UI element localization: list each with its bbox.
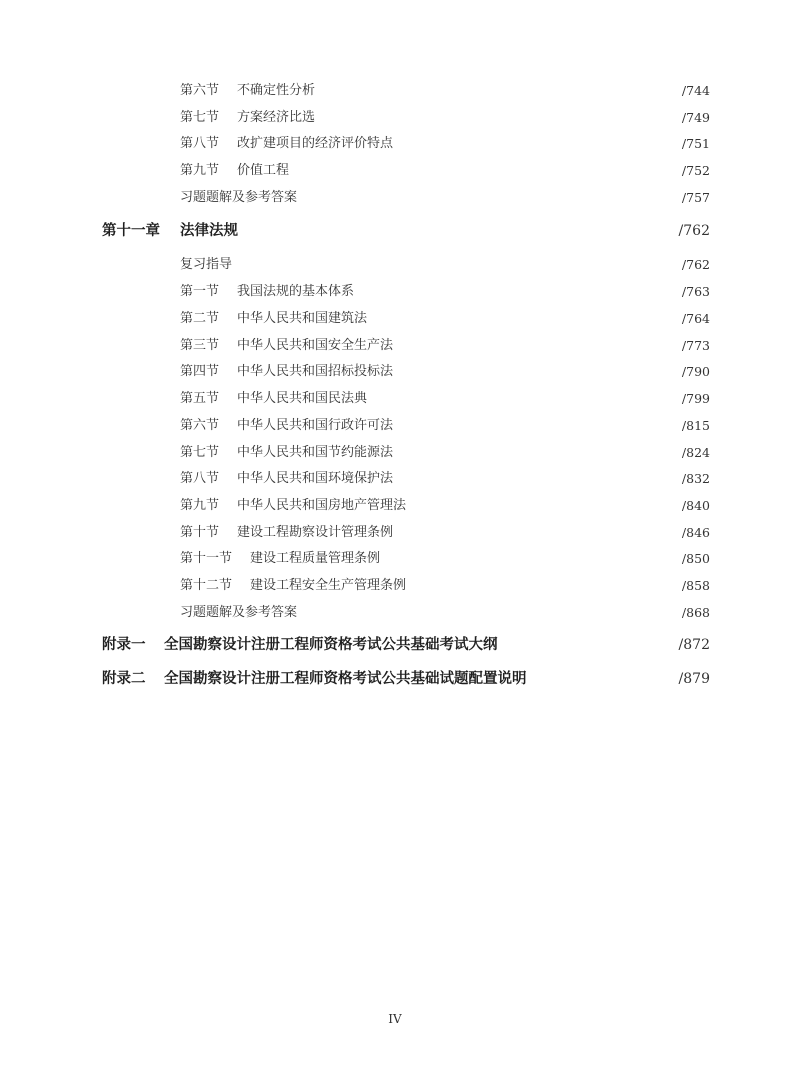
section-title: 建设工程勘察设计管理条例: [237, 525, 394, 540]
page-number: /757: [681, 190, 710, 205]
toc-entry[interactable]: [0, 574, 790, 598]
toc-entry[interactable]: [0, 186, 790, 210]
section-number: 第六节: [180, 418, 220, 433]
section-number: 第一节: [180, 284, 220, 299]
section-number: 第七节: [180, 445, 220, 460]
page-number: /762: [681, 257, 710, 272]
toc-entry[interactable]: [0, 494, 790, 518]
section-title: 改扩建项目的经济评价特点: [237, 136, 394, 151]
toc-entry[interactable]: [0, 334, 790, 358]
section-title: 不确定性分析: [237, 83, 316, 98]
page-number: /824: [681, 445, 710, 460]
section-number: 第十一节: [180, 551, 233, 566]
toc-entry[interactable]: [0, 132, 790, 156]
page-number: /790: [681, 364, 710, 379]
toc-entry[interactable]: [0, 387, 790, 411]
section-number: 第九节: [180, 498, 220, 513]
page-number: /763: [681, 284, 710, 299]
section-title: 方案经济比选: [237, 110, 316, 125]
toc-entry[interactable]: [0, 79, 790, 103]
toc-entry[interactable]: [0, 280, 790, 304]
section-number: 第五节: [180, 391, 220, 406]
page-number: /850: [681, 551, 710, 566]
section-number: 第八节: [180, 471, 220, 486]
page-number: /868: [681, 605, 710, 620]
section-number: 第十二节: [180, 578, 233, 593]
section-number: 第三节: [180, 338, 220, 353]
appendix-heading[interactable]: [0, 633, 790, 657]
section-number: 第七节: [180, 110, 220, 125]
page-number: /749: [681, 110, 710, 125]
chapter-number: 第十一章: [102, 223, 160, 239]
page-number: /858: [681, 578, 710, 593]
toc-entry[interactable]: [0, 360, 790, 384]
section-title: 价值工程: [237, 163, 290, 178]
chapter-heading[interactable]: [0, 219, 790, 243]
section-title: 中华人民共和国行政许可法: [237, 418, 394, 433]
section-number: 第十节: [180, 525, 220, 540]
page-number: /773: [681, 338, 710, 353]
page-number: /744: [681, 83, 710, 98]
appendix-title: 全国勘察设计注册工程师资格考试公共基础试题配置说明: [164, 671, 527, 687]
section-title: 中华人民共和国节约能源法: [237, 445, 394, 460]
toc-entry[interactable]: [0, 467, 790, 491]
toc-entry[interactable]: [0, 159, 790, 183]
section-title: 我国法规的基本体系: [237, 284, 355, 299]
chapter-title: 法律法规: [180, 223, 238, 239]
section-title: 中华人民共和国民法典: [237, 391, 368, 406]
appendix-title: 全国勘察设计注册工程师资格考试公共基础考试大纲: [164, 637, 498, 653]
toc-entry[interactable]: [0, 521, 790, 545]
page-number: /799: [681, 391, 710, 406]
page-number: /840: [681, 498, 710, 513]
toc-entry[interactable]: [0, 547, 790, 571]
page-number: /879: [678, 671, 710, 687]
section-number: 第八节: [180, 136, 220, 151]
page-number: /872: [678, 637, 710, 653]
toc-entry[interactable]: [0, 106, 790, 130]
section-title: 中华人民共和国环境保护法: [237, 471, 394, 486]
page-number: /846: [681, 525, 710, 540]
page-number: /764: [681, 311, 710, 326]
page-folio: IV: [388, 1012, 402, 1026]
section-number: 第四节: [180, 364, 220, 379]
section-title: 中华人民共和国招标投标法: [237, 364, 394, 379]
page-number: /751: [681, 136, 710, 151]
appendix-number: 附录二: [102, 671, 146, 687]
appendix-number: 附录一: [102, 637, 146, 653]
toc-entry[interactable]: [0, 441, 790, 465]
section-number: 第六节: [180, 83, 220, 98]
page-number: /762: [678, 223, 710, 239]
page-number: /752: [681, 163, 710, 178]
page-number: /815: [681, 418, 710, 433]
section-number: 第九节: [180, 163, 220, 178]
section-title: 中华人民共和国安全生产法: [237, 338, 394, 353]
toc-entry[interactable]: [0, 414, 790, 438]
section-title: 建设工程安全生产管理条例: [250, 578, 407, 593]
section-title: 中华人民共和国建筑法: [237, 311, 368, 326]
page-number: /832: [681, 471, 710, 486]
section-number: 第二节: [180, 311, 220, 326]
section-title: 中华人民共和国房地产管理法: [237, 498, 407, 513]
toc-entry[interactable]: [0, 253, 790, 277]
appendix-heading[interactable]: [0, 667, 790, 691]
toc-entry[interactable]: [0, 307, 790, 331]
toc-entry[interactable]: [0, 601, 790, 625]
section-title: 习题题解及参考答案: [180, 190, 298, 205]
section-title: 习题题解及参考答案: [180, 605, 298, 620]
section-title: 建设工程质量管理条例: [250, 551, 381, 566]
section-title: 复习指导: [180, 257, 233, 272]
